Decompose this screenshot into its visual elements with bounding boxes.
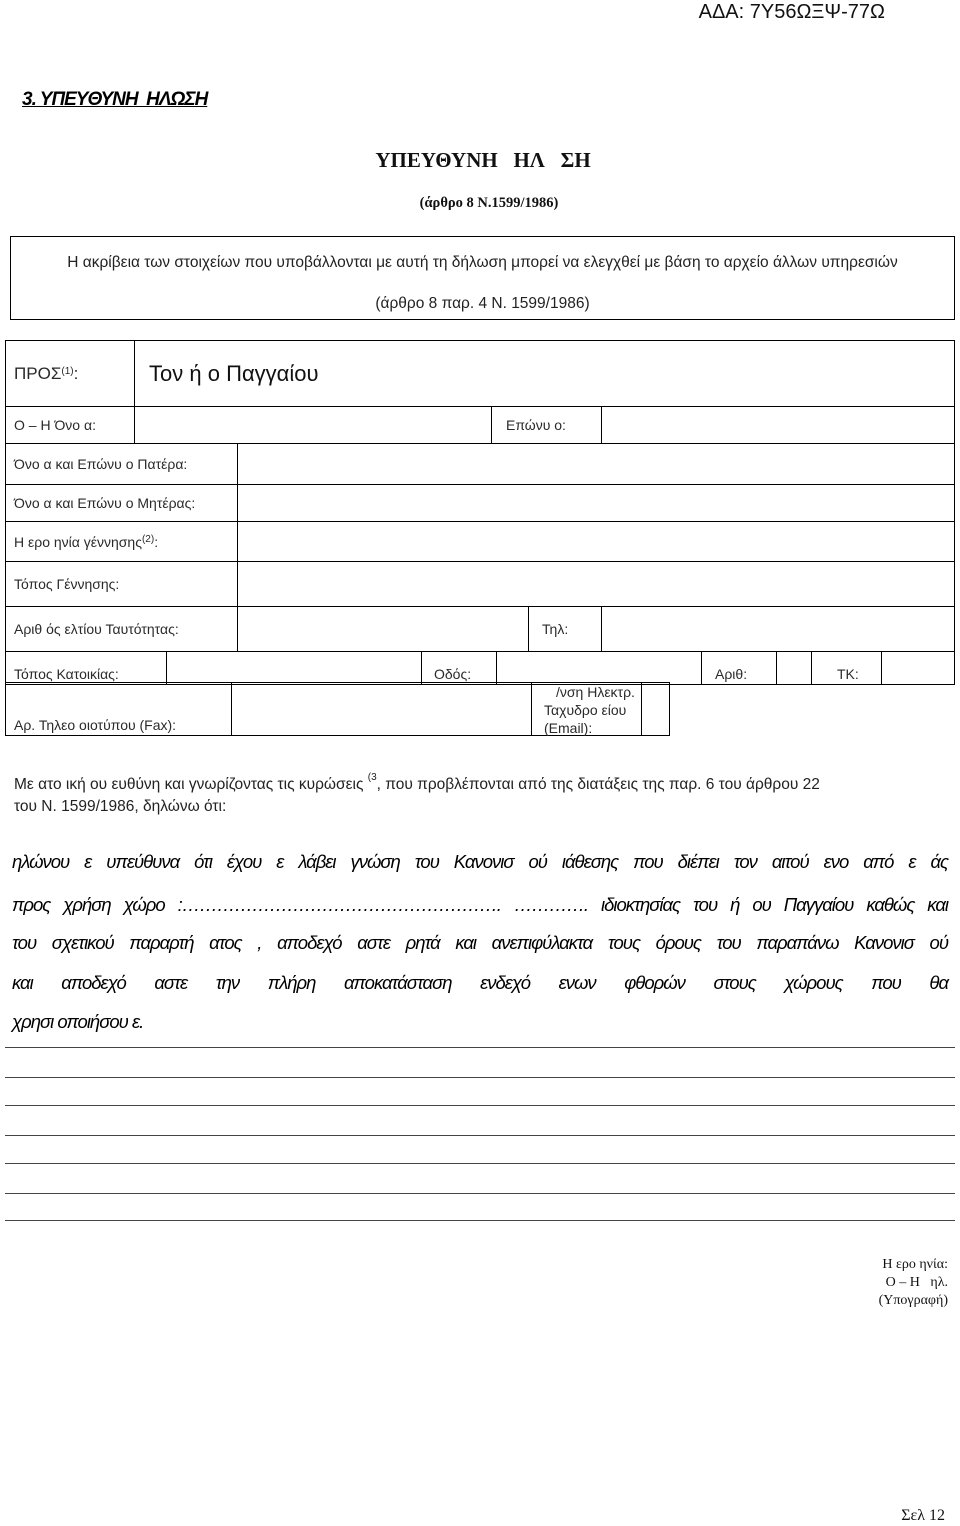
id-number-label: Αριθ ός ελτίου Ταυτότητας: (14, 621, 179, 637)
father-label: Όνο α και Επώνυ ο Πατέρα: (14, 456, 188, 472)
form-row-mother (6, 484, 954, 521)
street-label: Οδός: (421, 652, 496, 684)
form-row-to (6, 341, 954, 406)
declaration-intro-line-1 (14, 771, 820, 796)
email-label-stack (544, 683, 635, 737)
form-row-contact (5, 682, 670, 736)
mother-label: Όνο α και Επώνυ ο Μητέρας: (14, 495, 196, 511)
surname-field (601, 407, 954, 443)
to-label-colon: : (73, 363, 79, 383)
form-row-birth-date (6, 521, 954, 561)
blank-line (5, 1163, 955, 1164)
residence-label: Τόπος Κατοικίας: (14, 666, 119, 682)
to-value: Τον ή ο Παγγαίου (134, 341, 954, 406)
email-label-line-1: /νση Ηλεκτρ. (556, 684, 635, 700)
ada-code: ΑΔΑ: 7Υ56ΩΞΨ-77Ω (698, 1, 885, 23)
signature-label: (Υπογραφή) (878, 1293, 948, 1308)
email-label-line-2: Ταχυδρο είου (544, 702, 627, 718)
fax-label: Αρ. Τηλεο οιοτύπου (Fax): (14, 717, 177, 733)
first-name-field (134, 407, 491, 443)
notice-box (10, 236, 955, 320)
intro-text-b: , που προβλέπονται από της διατάξεις της παρ. 6 του άρθρου 22 (376, 776, 820, 793)
declaration-intro (14, 771, 820, 818)
birth-date-field (237, 522, 954, 561)
blank-line (5, 1105, 955, 1106)
postal-code-field (881, 652, 954, 684)
declaration-line-5: χρησι οποιήσου ε. (12, 1011, 144, 1032)
mother-field (237, 485, 954, 521)
blank-line (5, 1220, 955, 1221)
birth-date-label-colon: : (154, 533, 159, 550)
declaration-line-4: και αποδεχό αστε την πλήρη αποκατάσταση ενδεχό ενων φθορών στους χώρους που θα (12, 972, 948, 993)
form-title: ΥΠΕΥΘΥΝΗ ΗΛ ΣΗ (375, 148, 591, 172)
birth-date-label: Η ερο ηνία γέννησης $^{(2)}$ : (14, 533, 159, 550)
blank-line (5, 1077, 955, 1078)
intro-text-a: Με ατο ική ου ευθύνη και γνωρίζοντας τις κυρώσεις (14, 776, 368, 793)
phone-label: Τηλ: (528, 607, 601, 651)
form-row-residence (6, 651, 954, 684)
blank-line (5, 1193, 955, 1194)
signature-date-label: Η ερο ηνία: (882, 1257, 948, 1272)
birth-place-label: Τόπος Γέννησης: (14, 576, 120, 592)
form-row-name (6, 406, 954, 443)
notice-line-1: Η ακρίβεια των στοιχείων που υποβάλλονται με αυτή τη δήλωση μπορεί να ελεγχθεί με βάση το αρχείο άλλων υπηρεσιών (67, 254, 898, 271)
street-number-field (776, 652, 811, 684)
declaration-line-2: προς χρήση χώρο :………………………………………………. …………. ιδιοκτησίας του ή ου Παγγαίου καθώς και (12, 894, 948, 915)
form-row-birth-place (6, 561, 954, 606)
surname-label: Επώνυ ο: (491, 407, 601, 443)
page-number: Σελ 12 (901, 1507, 945, 1524)
birth-place-field (237, 562, 954, 606)
father-field (237, 444, 954, 484)
to-label: ΠΡΟΣ $^{(1)}$ : (14, 363, 79, 383)
law-reference: (άρθρο 8 Ν.1599/1986) (419, 195, 559, 211)
declaration-line-1: ηλώνου ε υπεύθυνα ότι έχου ε λάβει γνώση του Κανονισ ού ιάθεσης που διέπει τον αιτού ενο από ε άς (12, 851, 948, 872)
declarant-form-table (5, 340, 955, 685)
fax-field (231, 683, 531, 735)
form-row-father (6, 443, 954, 484)
id-number-field (237, 607, 528, 651)
declaration-line-3: του σχετικού παραρτή ατος , αποδεχό αστε ρητά και ανεπιφύλακτα τους όρους του παραπάνω Κανονισ ού (12, 932, 948, 953)
street-number-label: Αριθ: (701, 652, 776, 684)
declaration-intro-line-2: του Ν. 1599/1986, δηλώνω ότι: (14, 798, 227, 815)
birth-date-label-text: Η ερο ηνία γέννησης (14, 533, 142, 550)
blank-line (5, 1047, 955, 1048)
signature-block (879, 1256, 948, 1310)
notice-line-2: (άρθρο 8 παρ. 4 Ν. 1599/1986) (375, 295, 590, 312)
street-field (496, 652, 701, 684)
intro-footnote-mark: (3 (367, 771, 377, 783)
form-row-id (6, 606, 954, 651)
signature-signer-label: Ο – Η ηλ. (885, 1275, 948, 1290)
section-title: 3. ΥΠΕΥΘΥΝΗ ΗΛΩΣΗ (22, 89, 208, 110)
first-name-label: Ο – Η Όνο α: (14, 417, 96, 433)
email-label (531, 683, 641, 735)
blank-line (5, 1135, 955, 1136)
phone-field (601, 607, 954, 651)
email-label-line-3: (Email): (544, 720, 593, 736)
residence-field (166, 652, 421, 684)
postal-code-label: ΤΚ: (811, 652, 881, 684)
email-field (641, 683, 669, 735)
to-label-text: ΠΡΟΣ (14, 363, 62, 383)
